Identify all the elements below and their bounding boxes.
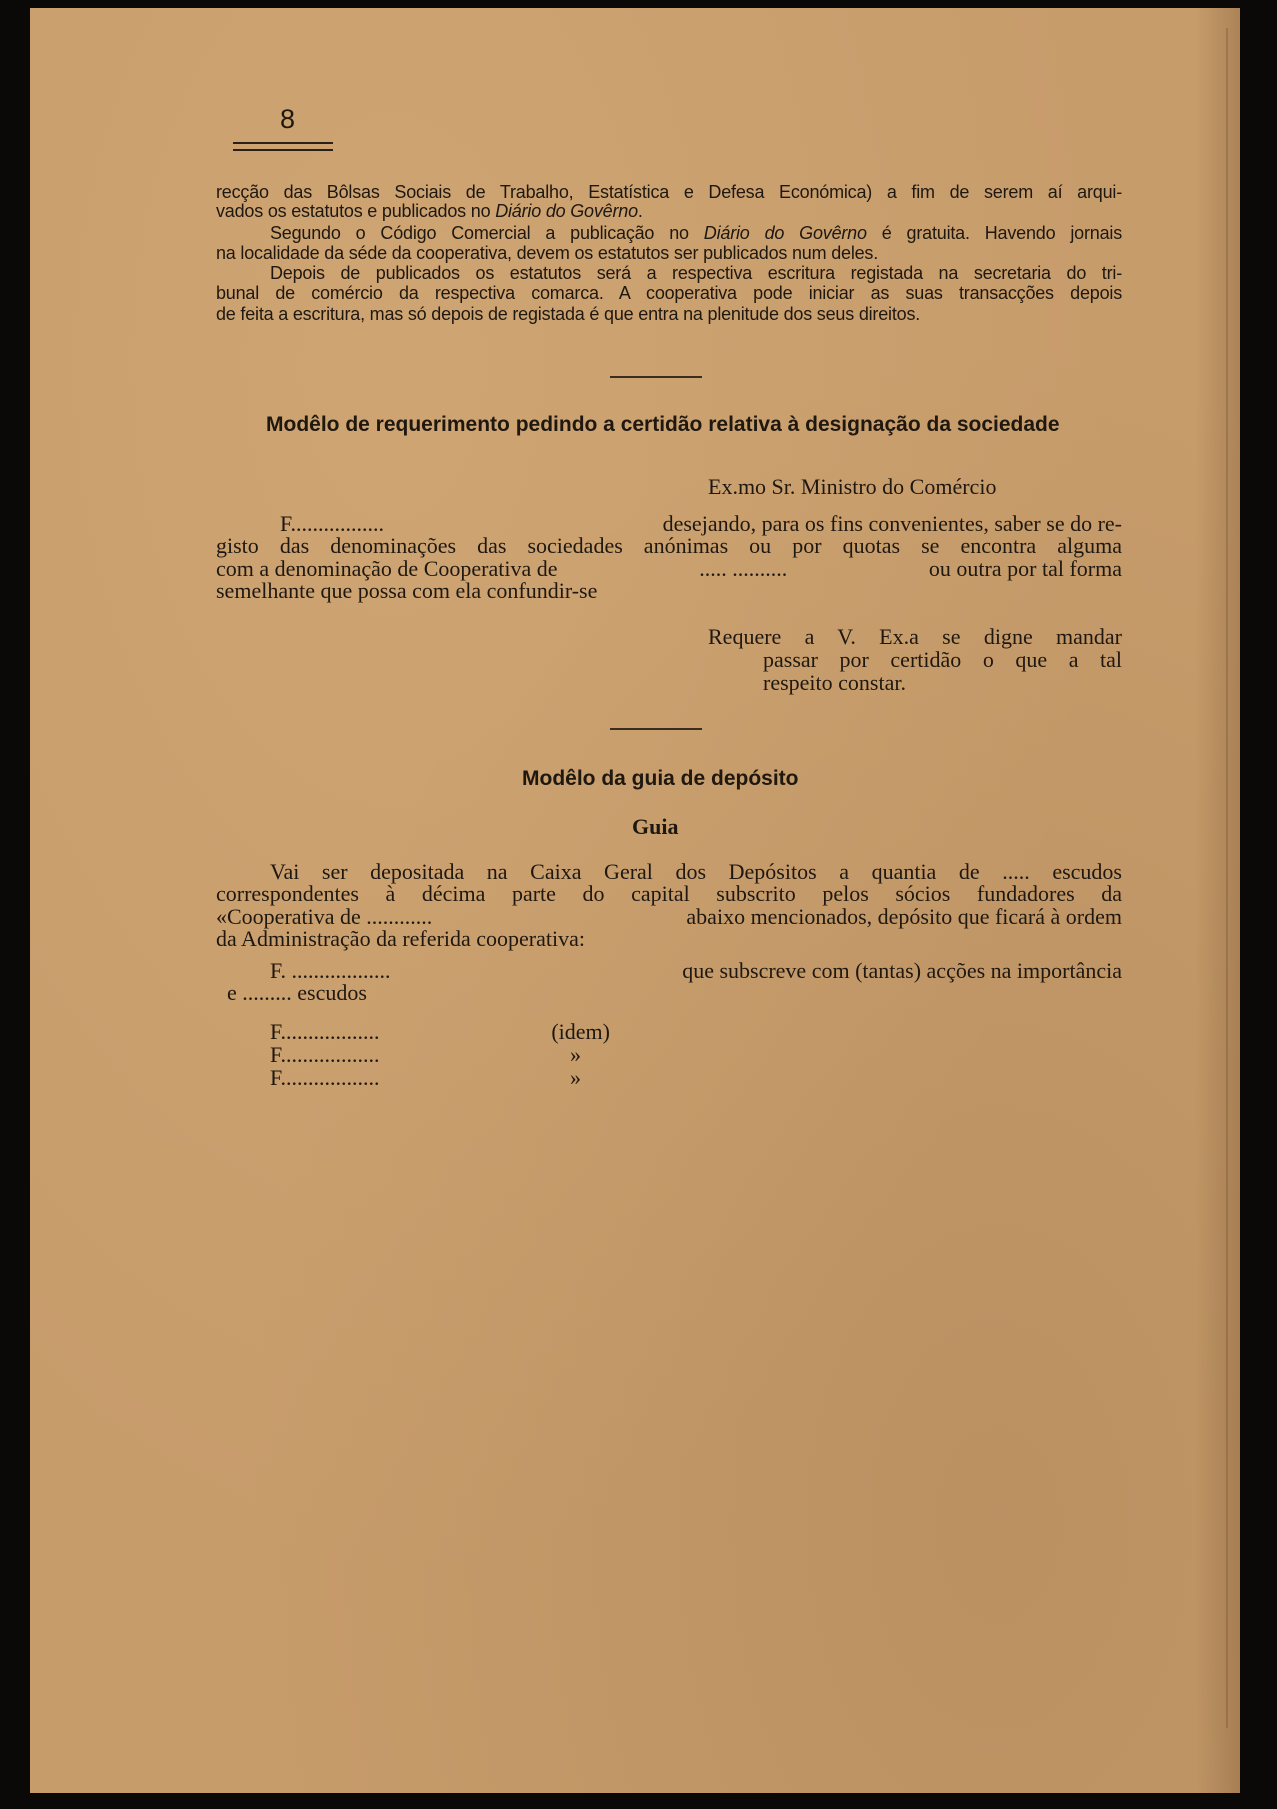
page-edge xyxy=(1195,8,1240,1793)
requerimento-heading: Modêlo de requerimento pedindo a certidão relativa à designação da sociedade xyxy=(266,413,1060,436)
guia-line xyxy=(216,906,1122,928)
guia-entry xyxy=(270,1021,610,1043)
diario-title: Diário do Govêrno xyxy=(495,201,638,221)
blank-dots: F. .................. xyxy=(270,958,391,983)
document-page xyxy=(30,8,1240,1793)
intro-text: Segundo o Código Comercial a publicação no xyxy=(270,223,704,243)
diario-title: Diário do Govêrno xyxy=(703,223,867,243)
intro-line: recção das Bôlsas Sociais de Trabalho, Estatística e Defesa Económica) a fim de serem aí arqui- xyxy=(216,182,1122,202)
guia-entry xyxy=(270,1044,581,1066)
guia-line xyxy=(270,960,1122,982)
guia-text: abaixo mencionados, depósito que ficará à ordem xyxy=(686,904,1122,929)
blank-dots: F.................. xyxy=(270,1042,380,1067)
requerimento-line xyxy=(216,558,1122,580)
intro-text: é gratuita. Havendo jornais xyxy=(866,223,1122,243)
section-divider xyxy=(610,376,702,378)
blank-dots: F.................. xyxy=(270,1019,380,1044)
requerimento-text: desejando, para os fins convenientes, saber se do re- xyxy=(662,511,1122,536)
requerimento-text: ou outra por tal forma xyxy=(928,556,1122,581)
page-number: 8 xyxy=(280,104,296,134)
guia-text: que subscreve com (tantas) acções na importância xyxy=(682,958,1122,983)
intro-text: . xyxy=(637,201,643,221)
intro-line: na localidade da séde da cooperativa, devem os estatutos ser publicados num deles. xyxy=(216,243,879,263)
intro-text: vados os estatutos e publicados no xyxy=(216,201,496,221)
intro-line xyxy=(270,223,1122,243)
entry-note: » xyxy=(570,1042,581,1067)
entry-note: (idem) xyxy=(551,1019,610,1044)
entry-note: » xyxy=(570,1065,581,1090)
guia-heading: Modêlo da guia de depósito xyxy=(522,767,799,790)
request-line: Requere a V. Ex.a se digne mandar xyxy=(708,624,1122,649)
page-number-rule xyxy=(233,142,333,144)
intro-line: Depois de publicados os estatutos será a respectiva escritura registada na secretaria do tri- xyxy=(270,263,1122,283)
guia-entry xyxy=(270,1067,581,1089)
intro-line xyxy=(216,201,643,221)
guia-line: Vai ser depositada na Caixa Geral dos Depósitos a quantia de ..... escudos xyxy=(270,859,1122,884)
intro-line: de feita a escritura, mas só depois de registada é que entra na plenitude dos seus direitos. xyxy=(216,304,921,324)
request-line: passar por certidão o que a tal xyxy=(763,647,1122,672)
requerimento-line: semelhante que possa com ela confundir-se xyxy=(216,578,598,603)
guia-subheading: Guia xyxy=(632,814,679,839)
requerimento-text: com a denominação de Cooperativa de xyxy=(216,556,558,581)
request-line: respeito constar. xyxy=(763,670,906,695)
requerimento-line: gisto das denominações das sociedades anónimas ou por quotas se encontra alguma xyxy=(216,533,1122,558)
requerimento-line xyxy=(280,513,1122,535)
guia-line: da Administração da referida cooperativa: xyxy=(216,926,585,951)
blank-dots: ..... .......... xyxy=(699,556,788,581)
section-divider xyxy=(610,728,702,730)
addressee: Ex.mo Sr. Ministro do Comércio xyxy=(708,474,997,499)
guia-line: correspondentes à décima parte do capital subscrito pelos sócios fundadores da xyxy=(216,881,1122,906)
guia-text: «Cooperativa de ............ xyxy=(216,904,433,929)
page-number-rule xyxy=(233,149,333,151)
intro-line: bunal de comércio da respectiva comarca. A cooperativa pode iniciar as suas transacções depois xyxy=(216,283,1122,303)
blank-dots: F.................. xyxy=(270,1065,380,1090)
guia-line: e ......... escudos xyxy=(227,980,367,1005)
blank-dots: F................. xyxy=(280,511,384,536)
